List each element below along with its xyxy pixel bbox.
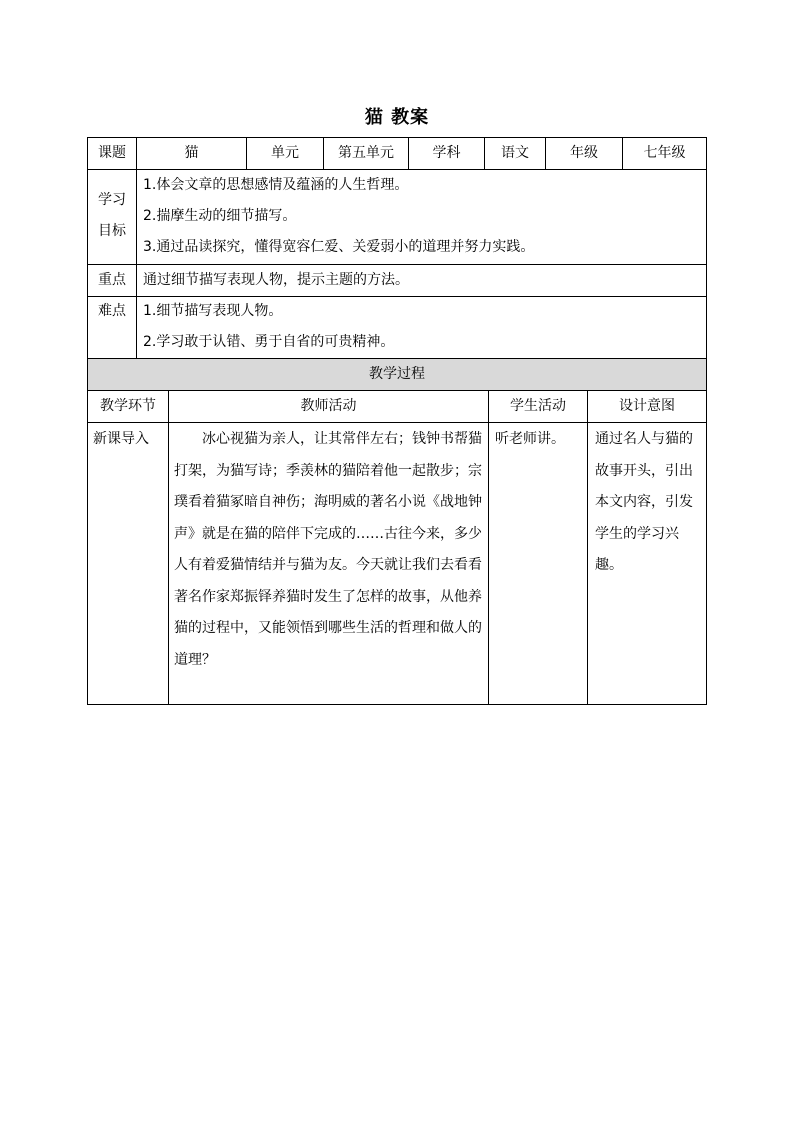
topic-value: 猫: [184, 145, 199, 161]
difficulty-label: 难点: [98, 303, 126, 319]
difficulty-item: 1.细节描写表现人物。: [143, 303, 283, 319]
objective-item: 1.体会文章的思想感情及蕴涵的人生哲理。: [143, 177, 409, 193]
unit-value: 第五单元: [338, 145, 394, 161]
column-header-intent: 设计意图: [619, 398, 675, 414]
column-header-teacher: 教师活动: [300, 398, 357, 414]
grade-label: 年级: [570, 145, 598, 161]
page-title: 猫 教案: [364, 107, 430, 128]
subject-value: 语文: [501, 145, 529, 161]
column-divider: [488, 390, 489, 705]
objectives-label: 目标: [98, 223, 126, 239]
column-header-student: 学生活动: [510, 398, 566, 414]
difficulty-item: 2.学习敢于认错、勇于自省的可贵精神。: [143, 334, 395, 350]
student-activity-cell: 听老师讲。: [495, 431, 565, 447]
key-point-label: 重点: [98, 272, 126, 288]
unit-label: 单元: [271, 145, 299, 161]
stage-cell: 新课导入: [93, 431, 149, 447]
key-point-text: 通过细节描写表现人物，提示主题的方法。: [143, 272, 409, 288]
subject-label: 学科: [432, 145, 461, 161]
grade-value: 七年级: [643, 145, 686, 161]
column-divider: [168, 390, 169, 705]
process-section-title: 教学过程: [369, 366, 425, 382]
objective-item: 2.揣摩生动的细节描写。: [143, 208, 297, 224]
teacher-activity-cell: 冰心视猫为亲人，让其常伴左右；钱钟书帮猫打架，为猫写诗；季羡林的猫陪着他一起散步；宗璞看着猫冢暗自神伤；海明威的著名小说《战地钟声》就是在猫的陪伴下完成的……古往今来，多少人有着爱猫情结并与猫为友。今天就让我们去看看著名作家郑振铎养猫时发生了怎样的故事，从他养猫的过程中，又能领悟到哪些生活的哲理和做人的道理？: [174, 431, 482, 668]
column-divider: [587, 390, 588, 705]
design-intent-cell: 通过名人与猫的故事开头，引出本文内容，引发学生的学习兴趣。: [595, 431, 693, 573]
column-divider: [136, 137, 137, 358]
topic-label: 课题: [98, 145, 126, 161]
row-divider: [87, 422, 707, 423]
column-header-stage: 教学环节: [100, 398, 156, 414]
objective-item: 3.通过品读探究，懂得宽容仁爱、关爱弱小的道理并努力实践。: [143, 239, 535, 255]
objectives-label: 学习: [98, 192, 126, 208]
